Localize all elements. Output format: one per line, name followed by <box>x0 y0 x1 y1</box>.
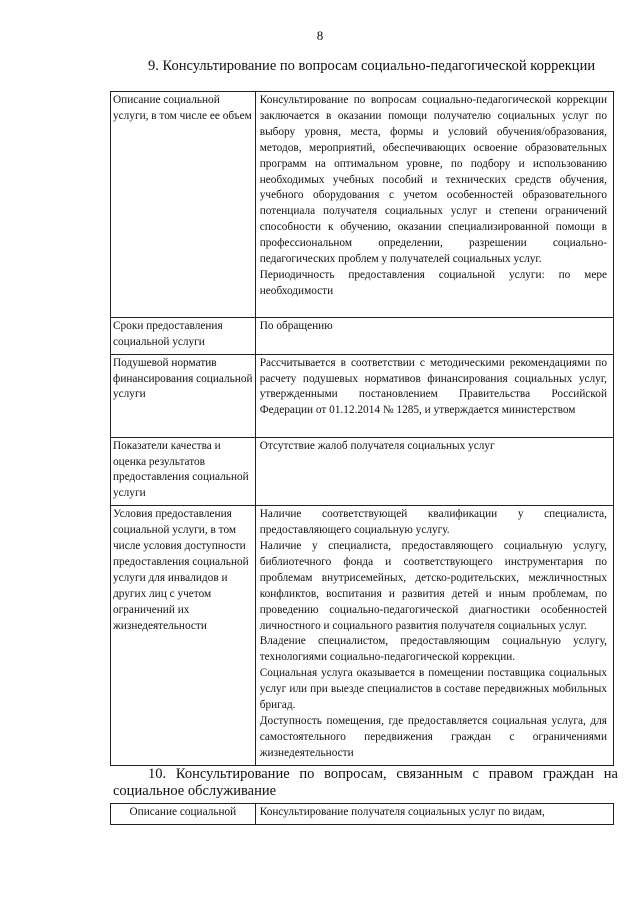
row-value-financing: Рассчитывается в соответствии с методическими рекомендациями по расчету подушевых нормативов финансирования социальных услуг, утвержденными постановлением Правительства Российской Федерации от 01.12.2014 № 1285, и утверждается министерством <box>255 354 613 437</box>
table-row <box>111 804 614 825</box>
row-label-description: Описание социальной <box>111 804 256 825</box>
row-label-description: Описание социальной услуги, в том числе ее объем <box>111 92 256 318</box>
periodicity-paragraph: Периодичность предоставления социальной услуги: по мере необходимости <box>259 268 607 297</box>
row-label-terms: Сроки предоставления социальной услуги <box>111 317 256 354</box>
row-label-financing: Подушевой норматив финансирования социальной услуги <box>111 354 256 437</box>
table-row <box>111 506 614 766</box>
row-value-description: Консультирование получателя социальных услуг по видам, <box>255 804 613 825</box>
conditions-paragraph: Наличие у специалиста, предоставляющего социальную услугу, библиотечного фонда и соответствующего инструментария по проблемам внутрисемейных, детско-родительских, межличностных конфликтов, воспитания и развития детей и иным проблемам, по проведению социально-педагогической диагностики особенностей личностного и социального развития получателя социальных услуг. <box>259 540 607 632</box>
description-paragraph: Консультирование по вопросам социально-педагогической коррекции заключается в оказании помощи получателю социальных услуг по выбору уровня, места, формы и условий обучения/образования, методов, мероприятий, обеспечивающих освоение образовательных программ на оптимальном уровне, по подбору и использованию необходимых учебных пособий и технических средств обучения, учебного оборудования с учетом особенностей образовательного потенциала получателя социальных услуг и степени ограничений способности к обучению, оказании специализированной помощи в профессиональном определении, разрешении социально-педагогических проблем у получателей социальных услуг. <box>259 94 607 266</box>
conditions-paragraph: Социальная услуга оказывается в помещении поставщика социальных услуг или при выезде специалистов в составе передвижных мобильных бригад. <box>259 667 607 712</box>
table-row <box>111 92 614 318</box>
table-row <box>111 354 614 437</box>
section-9-table <box>110 91 614 766</box>
section-10-table <box>110 803 614 825</box>
conditions-paragraph: Владение специалистом, предоставляющим социальную услугу, технологиями социально-педагогической коррекции. <box>259 635 607 664</box>
row-value-quality: Отсутствие жалоб получателя социальных услуг <box>255 437 613 506</box>
row-label-quality: Показатели качества и оценка результатов предоставления социальной услуги <box>111 437 256 506</box>
row-value-description <box>255 92 613 318</box>
conditions-paragraph: Доступность помещения, где предоставляется социальная услуга, для самостоятельного передвижения граждан с ограничениями жизнедеятельности <box>259 715 607 759</box>
section-9-heading: 9. Консультирование по вопросам социально-педагогической коррекции <box>148 58 596 74</box>
row-label-conditions: Условия предоставления социальной услуги, в том числе условия доступности предоставления социальной услуги для инвалидов и других лиц с учетом ограничений их жизнедеятельности <box>111 506 256 766</box>
row-value-terms: По обращению <box>255 317 613 354</box>
row-value-conditions <box>255 506 613 766</box>
table-row <box>111 437 614 506</box>
conditions-paragraph: Наличие соответствующей квалификации у специалиста, предоставляющего социальную услугу. <box>259 508 607 537</box>
page-number: 8 <box>316 28 324 43</box>
section-10-heading: 10. Консультирование по вопросам, связанным с правом граждан на социальное обслуживание <box>113 766 618 799</box>
table-row <box>111 317 614 354</box>
